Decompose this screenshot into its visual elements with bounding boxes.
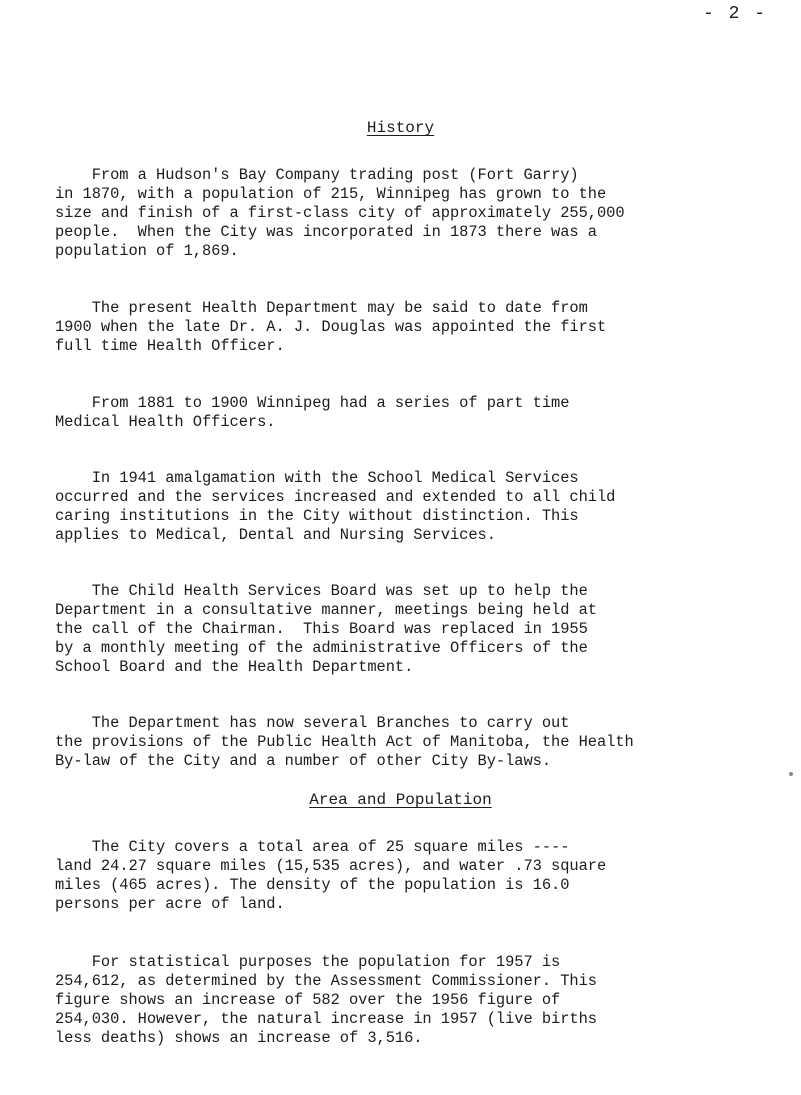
text-line: For statistical purposes the population for 1957 is	[55, 953, 561, 971]
text-line: School Board and the Health Department.	[55, 658, 414, 676]
margin-dot-mark	[789, 772, 793, 776]
history-paragraph-6	[55, 714, 800, 771]
section-heading-area-population: Area and Population	[309, 791, 492, 809]
area-paragraph-2	[55, 953, 800, 1048]
text-line: persons per acre of land.	[55, 895, 285, 913]
history-paragraph-3	[55, 394, 800, 432]
text-line: land 24.27 square miles (15,535 acres), and water .73 square	[55, 857, 607, 875]
text-line: by a monthly meeting of the administrative Officers of the	[55, 639, 588, 657]
text-line: From a Hudson's Bay Company trading post (Fort Garry)	[55, 166, 579, 184]
text-line: In 1941 amalgamation with the School Medical Services	[55, 469, 579, 487]
text-line: The City covers a total area of 25 square miles ----	[55, 838, 570, 856]
text-line: 254,612, as determined by the Assessment Commissioner. This	[55, 972, 597, 990]
text-line: caring institutions in the City without distinction. This	[55, 507, 579, 525]
text-line: 1900 when the late Dr. A. J. Douglas was appointed the first	[55, 318, 607, 336]
history-paragraph-1	[55, 166, 800, 261]
text-line: From 1881 to 1900 Winnipeg had a series of part time	[55, 394, 570, 412]
text-line: miles (465 acres). The density of the population is 16.0	[55, 876, 570, 894]
text-line: Department in a consultative manner, meetings being held at	[55, 601, 597, 619]
area-paragraph-1	[55, 838, 800, 914]
text-line: full time Health Officer.	[55, 337, 285, 355]
text-line: the call of the Chairman. This Board was replaced in 1955	[55, 620, 588, 638]
history-paragraph-2	[55, 299, 800, 356]
history-paragraph-4	[55, 469, 800, 545]
text-line: the provisions of the Public Health Act of Manitoba, the Health	[55, 733, 634, 751]
text-line: applies to Medical, Dental and Nursing Services.	[55, 526, 496, 544]
history-paragraph-5	[55, 582, 800, 677]
text-line: The Child Health Services Board was set up to help the	[55, 582, 588, 600]
text-line: 254,030. However, the natural increase in 1957 (live births	[55, 1010, 597, 1028]
text-line: less deaths) shows an increase of 3,516.	[55, 1029, 423, 1047]
text-line: The Department has now several Branches to carry out	[55, 714, 570, 732]
text-line: occurred and the services increased and extended to all child	[55, 488, 616, 506]
text-line: people. When the City was incorporated in 1873 there was a	[55, 223, 597, 241]
text-line: size and finish of a first-class city of approximately 255,000	[55, 204, 625, 222]
text-line: The present Health Department may be said to date from	[55, 299, 588, 317]
text-line: population of 1,869.	[55, 242, 239, 260]
text-line: figure shows an increase of 582 over the 1956 figure of	[55, 991, 561, 1009]
section-heading-history: History	[366, 119, 435, 137]
text-line: By-law of the City and a number of other City By-laws.	[55, 752, 552, 770]
page-number: - 2 -	[702, 4, 767, 24]
text-line: Medical Health Officers.	[55, 413, 276, 431]
text-line: in 1870, with a population of 215, Winnipeg has grown to the	[55, 185, 607, 203]
